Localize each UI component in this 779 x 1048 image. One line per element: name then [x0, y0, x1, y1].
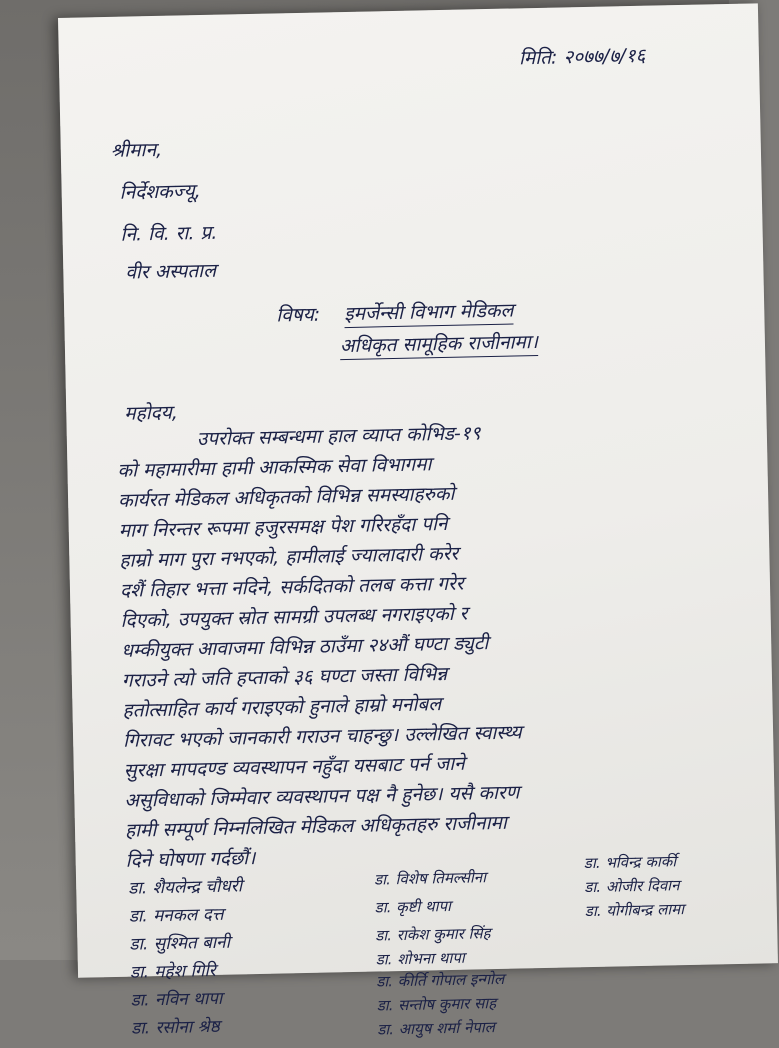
signatory-name: डा. मनकल दत्त: [128, 904, 224, 927]
date-line: मिति: २०७७/७/१६: [518, 44, 646, 70]
signatory-name: डा. सुश्मित बानी: [129, 932, 231, 955]
signatory-name: डा. रसोना श्रेष्ठ: [130, 1016, 220, 1039]
recipient-hospital: वीर अस्पताल: [125, 259, 217, 284]
subject-line-1: इमर्जेन्सी विभाग मेडिकल: [344, 299, 514, 329]
signatory-name: डा. शैयलेन्द्र चौधरी: [128, 876, 243, 899]
signatory-name: डा. शोभना थापा: [375, 948, 465, 969]
subject-line-2: अधिकृत सामूहिक राजीनामा।: [340, 330, 539, 360]
signatory-name: डा. नविन थापा: [130, 988, 223, 1011]
body-line: गराउने त्यो जति हप्ताको ३६ घण्टा जस्ता विभिन्न: [121, 662, 448, 692]
body-line: दिएको, उपयुक्त स्रोत सामग्री उपलब्ध नगराइएको र: [120, 602, 468, 632]
body-line: सुरक्षा मापदण्ड व्यवस्थापन नहुँदा यसबाट पर्न जाने: [123, 752, 465, 782]
subject-label: विषय:: [276, 303, 321, 327]
signatory-name: डा. ओजीर दिवान: [584, 876, 680, 897]
body-line: असुविधाको जिम्मेवार व्यवस्थापन पक्ष नै हुनेछ। यसै कारण: [124, 781, 520, 812]
body-line: दशैं तिहार भत्ता नदिने, सर्कदितको तलब कत्ता गरेर: [119, 572, 464, 602]
body-line: दिने घोषणा गर्दछौं।: [125, 847, 256, 872]
body-line: उपरोक्त सम्बन्धमा हाल व्याप्त कोभिड-१९: [196, 422, 481, 451]
signatory-name: डा. भविन्द्र कार्की: [583, 852, 677, 873]
body-line: कार्यरत मेडिकल अधिकृतको विभिन्न समस्याहरुको: [117, 482, 455, 512]
recipient-org: नि. वि. रा. प्र.: [120, 221, 218, 246]
body-line: हाम्रो माग पुरा नभएको, हामीलाई ज्यालादारी करेर: [119, 542, 459, 572]
signatory-name: डा. कीर्ति गोपाल इन्गोल: [376, 969, 505, 991]
signatory-name: डा. कृष्टी थापा: [374, 896, 452, 917]
signatory-name: डा. आयुष शर्मा नेपाल: [377, 1018, 496, 1039]
signatory-name: डा. योगीबन्द्र लामा: [584, 900, 685, 921]
letter-sheet: [58, 3, 778, 1039]
signatory-name: डा. महेश गिरि: [129, 960, 216, 983]
signatory-name: डा. सन्तोष कुमार साह: [376, 994, 497, 1015]
body-line: गिरावट भएको जानकारी गराउन चाहन्छु। उल्लेखित स्वास्थ्य: [122, 721, 522, 752]
body-line: को महामारीमा हामी आकस्मिक सेवा विभागमा: [117, 453, 432, 482]
recipient-title: निर्देशकज्यू,: [119, 180, 201, 204]
body-line: माग निरन्तर रूपमा हजुरसमक्ष पेश गरिरहँदा पनि: [118, 512, 448, 542]
signatory-name: डा. राकेश कुमार सिंह: [375, 924, 491, 945]
signatory-name: डा. विशेष तिमल्सीना: [373, 868, 487, 889]
body-line: हतोत्साहित कार्य गराइएको हुनाले हाम्रो मनोबल: [122, 693, 442, 722]
body-line: हामी सम्पूर्ण निम्नलिखित मेडिकल अधिकृतहरु राजीनामा: [124, 811, 508, 842]
greeting: महोदय,: [124, 401, 179, 425]
body-line: धम्कीयुक्त आवाजमा विभिन्न ठाउँमा २४औं घण्टा ड्युटी: [121, 632, 489, 662]
recipient-salutation: श्रीमान,: [110, 138, 163, 162]
